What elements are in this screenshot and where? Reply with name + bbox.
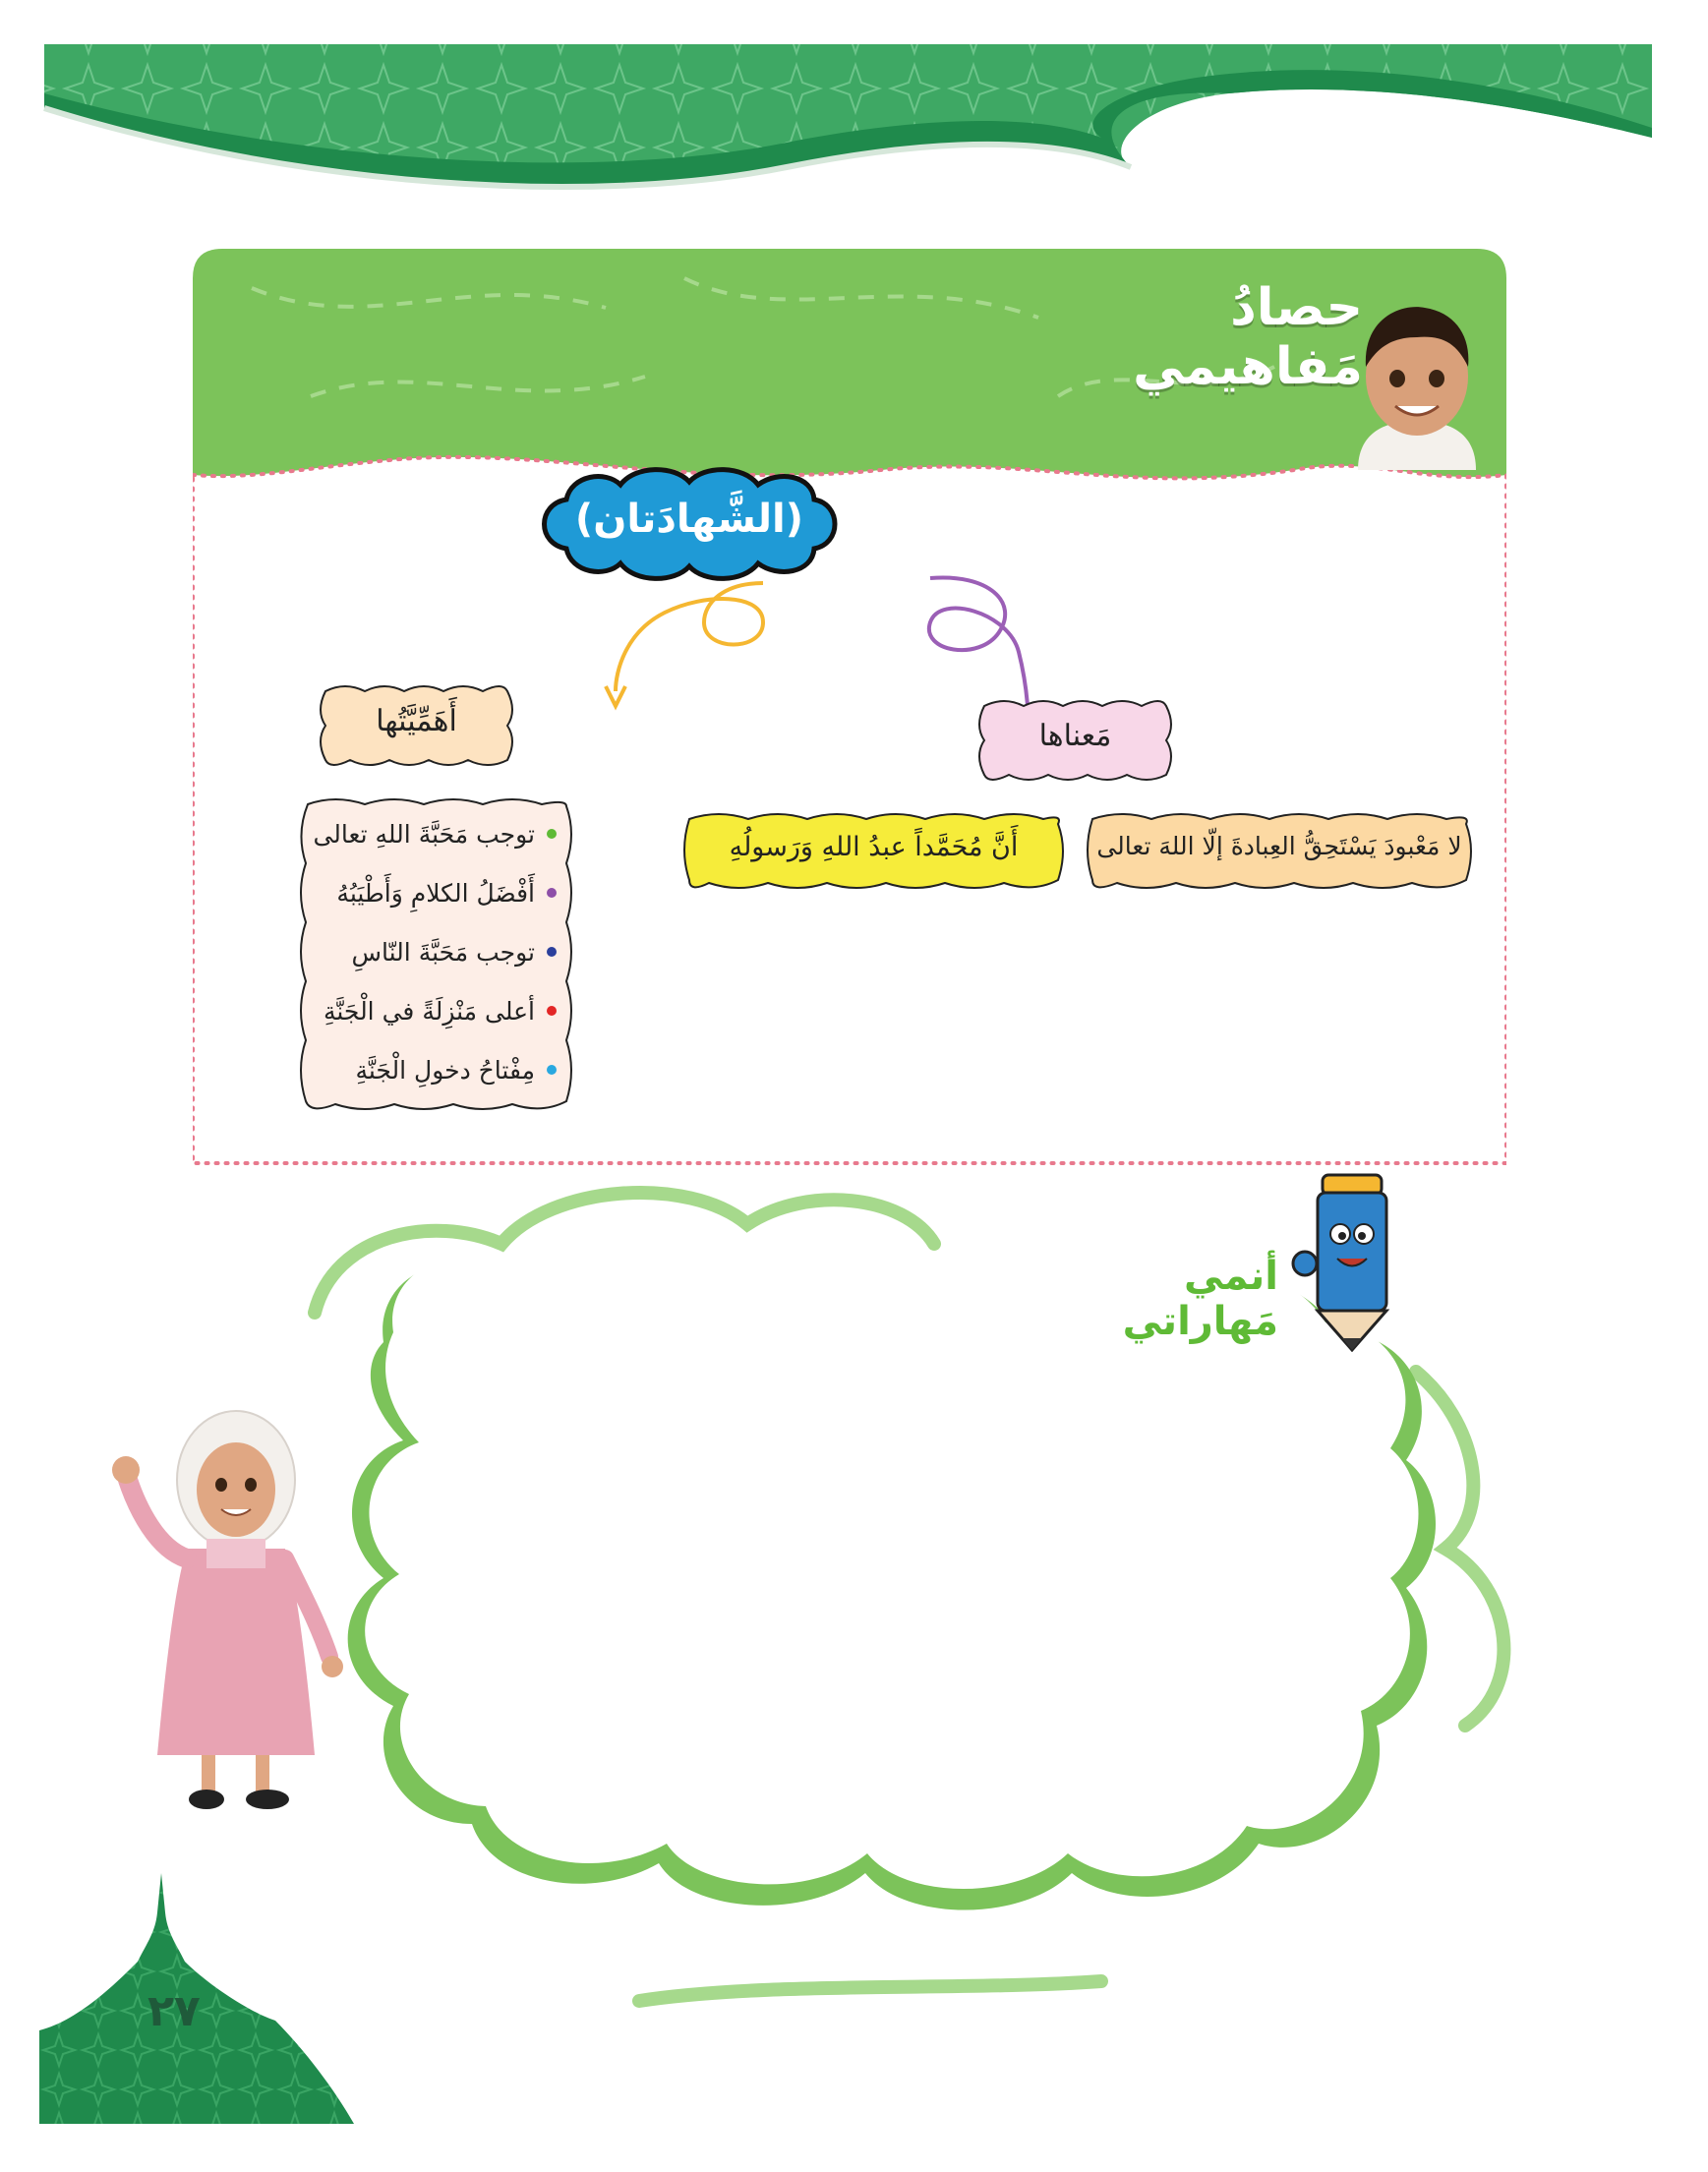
importance-item-text: توجب مَحَبَّةَ اللهِ تعالى: [313, 819, 535, 849]
concept-map-panel: [193, 249, 1506, 1166]
importance-item-text: توجب مَحَبَّةَ النّاسِ: [351, 937, 535, 967]
importance-item: [306, 1040, 557, 1099]
meaning-label: مَعناها: [1038, 719, 1112, 753]
concept-harvest-title: [1133, 278, 1363, 396]
title-line-2: مَفاهيمي: [1133, 337, 1363, 396]
importance-label: أَهَمِّيَّتُها: [376, 704, 457, 738]
importance-item: [306, 863, 557, 922]
meaning-fact-1: لا مَعْبودَ يَسْتَحِقُّ العِبادةَ إلّا اللهَ تعالى: [1096, 832, 1462, 860]
pencil-mascot: [1283, 1165, 1421, 1352]
importance-item-text: أَفْضَلُ الكلامِ وَأَطْيَبُهُ: [336, 878, 535, 908]
importance-item: [306, 804, 557, 863]
skills-title: [1082, 1254, 1278, 1344]
importance-item-text: مِفْتاحُ دخولِ الْجَنَّةِ: [355, 1055, 535, 1085]
importance-item-text: أعلى مَنْزِلَةً في الْجَنَّةِ: [323, 996, 535, 1026]
bullet-dot: [547, 947, 557, 957]
girl-illustration: [108, 1401, 364, 1814]
top-banner: [0, 0, 1708, 236]
importance-item: [306, 922, 557, 981]
boy-avatar: [1348, 298, 1486, 470]
bullet-dot: [547, 1065, 557, 1075]
root-concept: (الشَّهادَتان): [574, 497, 804, 542]
importance-list: [306, 804, 557, 1099]
meaning-fact-2: أَنَّ مُحَمَّداً عبدُ اللهِ وَرَسولُهِ: [729, 832, 1019, 862]
skills-title-line-2: مَهاراتي: [1122, 1299, 1278, 1344]
importance-item: [306, 981, 557, 1040]
skills-title-line-1: أنمي: [1183, 1254, 1278, 1299]
bullet-dot: [547, 888, 557, 898]
bullet-dot: [547, 1006, 557, 1016]
skills-cloud: [275, 1175, 1632, 2040]
title-line-1: حصادُ: [1230, 278, 1363, 337]
bullet-dot: [547, 829, 557, 839]
page-number: ٢٧: [147, 1986, 201, 2036]
